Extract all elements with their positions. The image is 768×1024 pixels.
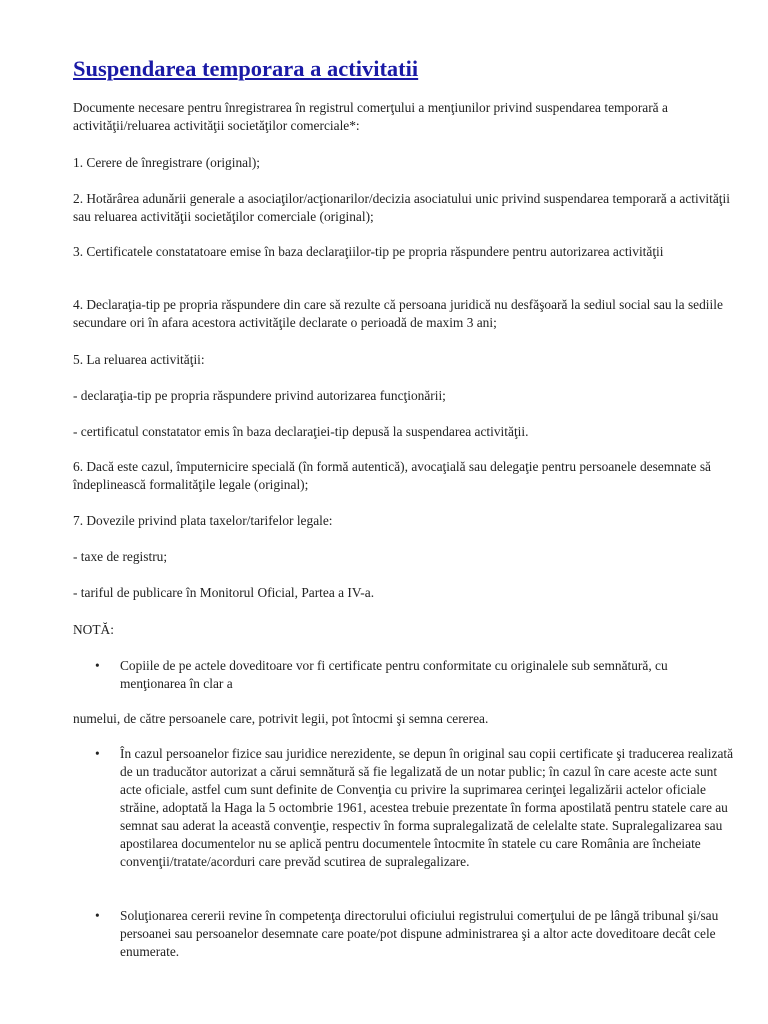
note-bullet-1: Copiile de pe actele doveditoare vor fi certificate pentru conformitate cu originalele sub semnătură, cu menţionarea în clar a <box>120 658 668 691</box>
note-heading: NOTĂ: <box>73 622 114 637</box>
note-bullet-3: Soluţionarea cererii revine în competenţa directorului oficiului registrului comerţului de pe lângă tribunal şi/sau persoanei sau persoanelor desemnate care poate/pot dispune administrarea şi a altor acte doveditoare decât cele enumerate. <box>120 908 719 959</box>
item-5: 5. La reluarea activităţii: <box>73 352 205 367</box>
item-2: 2. Hotărârea adunării generale a asociaţilor/acţionarilor/decizia asociatului unic privind suspendarea temporară a activităţii sau reluarea activităţii societăţilor comerciale (original); <box>73 191 730 224</box>
item-1: 1. Cerere de înregistrare (original); <box>73 155 261 170</box>
page-title[interactable]: Suspendarea temporara a activitatii <box>73 56 419 81</box>
item-4: 4. Declaraţia-tip pe propria răspundere din care să rezulte că persoana juridică nu desfăşoară la sediul social sau la sediile secundare ori în afara acestora activităţile declarate o perioadă de maxim 3 ani; <box>73 297 723 330</box>
item-7-sub-2: - tariful de publicare în Monitorul Oficial, Partea a IV-a. <box>73 585 375 600</box>
item-7-sub-1: - taxe de registru; <box>73 549 168 564</box>
bullet-icon: • <box>95 658 100 673</box>
item-7: 7. Dovezile privind plata taxelor/tarifelor legale: <box>73 513 333 528</box>
bullet-icon: • <box>95 908 100 923</box>
item-3: 3. Certificatele constatatoare emise în baza declaraţiilor-tip pe propria răspundere pentru autorizarea activităţii <box>73 244 664 259</box>
item-5-sub-2: - certificatul constatator emis în baza declaraţiei-tip depusă la suspendarea activităţii. <box>73 424 529 439</box>
item-5-sub-1: - declaraţia-tip pe propria răspundere privind autorizarea funcţionării; <box>73 388 446 403</box>
intro-paragraph: Documente necesare pentru înregistrarea în registrul comerţului a menţiunilor privind suspendarea temporară a activităţii/reluarea activităţii societăţilor comerciale*: <box>73 100 668 133</box>
bullet-icon: • <box>95 746 100 761</box>
note-bullet-2: În cazul persoanelor fizice sau juridice nerezidente, se depun în original sau copii certificate şi traducerea realizată de un traducător autorizat a cărui semnătură să fie legalizată de un notar public; în cazul în care aceste acte sunt acte oficiale, astfel cum sunt definite de Convenţia cu privire la suprimarea cerinţei legalizării actelor oficiale străine, adoptată la Haga la 5 octombrie 1961, acestea trebuie prezentate în forma apostilată pentru statele care au semnat sau aderat la această convenţie, respectiv în forma supralegalizată de celelalte state. Supralegalizarea sau apostilarea documentelor nu se aplică pentru documentele întocmite în statele cu care România are încheiate convenţii/tratate/acorduri care prevăd scutirea de supralegalizare. <box>120 746 734 869</box>
note-continuation: numelui, de către persoanele care, potrivit legii, pot întocmi şi semna cererea. <box>73 711 489 726</box>
item-6: 6. Dacă este cazul, împuternicire specială (în formă autentică), avocaţială sau delegaţie pentru persoanele desemnate să îndeplinească formalităţile legale (original); <box>73 459 711 492</box>
